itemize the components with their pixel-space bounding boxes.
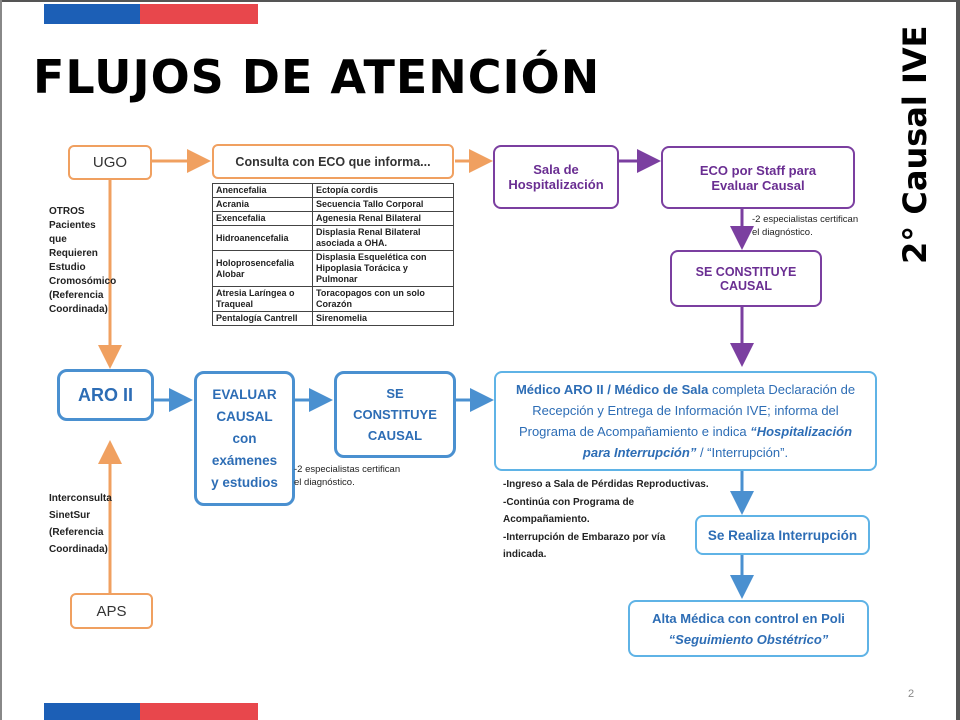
note-line: SinetSur <box>49 510 91 521</box>
step-line: indicada. <box>503 549 547 560</box>
note-line: (Referencia <box>49 290 104 301</box>
consulta-box[interactable] <box>212 144 454 179</box>
evaluar-line: con <box>232 430 257 446</box>
diagnosis-row <box>213 212 454 226</box>
note-especialistas-mid-line: -2 especialistas certifican <box>294 464 401 475</box>
diagnosis-cell-right: Displasia Renal Bilateral asociada a OHA. <box>313 226 454 251</box>
page-title: FLUJOS DE ATENCIÓN <box>33 50 601 104</box>
diagnosis-row <box>213 287 454 312</box>
diagnosis-cell-right: Displasia Esquelética con Hipoplasia Torácica y Pulmonar <box>313 251 454 287</box>
diagnosis-cell-left: Hidroanencefalia <box>213 226 313 251</box>
note-line: Cromosómico <box>49 276 117 287</box>
alta-line-1: Alta Médica con control en Poli <box>652 610 845 626</box>
note-line: Pacientes <box>49 220 96 231</box>
diagnosis-row <box>213 251 454 287</box>
eco-staff-box[interactable] <box>661 146 855 209</box>
medico-hosp: “Hospitalización para Interrupción” <box>582 424 853 460</box>
note-especialistas-mid <box>294 463 400 489</box>
note-steps <box>503 476 709 564</box>
alta-medica-box[interactable] <box>628 600 869 657</box>
diagnosis-cell-right: Secuencia Tallo Corporal <box>313 198 454 212</box>
aro-ii-label: ARO II <box>77 384 133 405</box>
aps-box[interactable] <box>70 593 153 629</box>
note-especialistas-top-line: -2 especialistas certifican <box>752 214 859 225</box>
note-especialistas-top-line: el diagnóstico. <box>752 227 813 238</box>
consulta-label: Consulta con ECO que informa... <box>235 154 431 169</box>
note-especialistas-top <box>752 213 858 239</box>
note-line: (Referencia <box>49 527 104 538</box>
note-line: Requieren <box>49 248 98 259</box>
note-otros-pacientes <box>49 205 116 317</box>
evaluar-line: CAUSAL <box>216 408 273 424</box>
sala-label: Sala de Hospitalización <box>508 162 604 192</box>
medico-box[interactable] <box>494 371 877 471</box>
eco-staff-label: ECO por Staff para Evaluar Causal <box>699 162 817 193</box>
evaluar-causal-box[interactable] <box>194 371 295 506</box>
side-title: 2° Causal IVE <box>896 25 934 264</box>
interrupcion-label: Se Realiza Interrupción <box>707 527 858 543</box>
medico-interr: / “Interrupción”. <box>696 445 789 460</box>
se-constituye-line: CONSTITUYE <box>353 407 437 422</box>
note-line: Estudio <box>49 262 86 273</box>
interrupcion-box[interactable] <box>695 515 870 555</box>
se-constituye-causal-box-1[interactable] <box>670 250 822 307</box>
note-line: Coordinada) <box>49 544 108 555</box>
ugo-label: UGO <box>92 154 128 171</box>
diagnosis-cell-left: Anencefalia <box>213 184 313 198</box>
se-constituye-line: CAUSAL <box>367 428 423 443</box>
diagnosis-row <box>213 198 454 212</box>
note-interconsulta <box>49 490 112 558</box>
step-line: -Ingreso a Sala de Pérdidas Reproductivas. <box>503 479 709 490</box>
diagnosis-cell-right: Sirenomelia <box>313 312 454 326</box>
diagnosis-row <box>213 312 454 326</box>
diagnosis-cell-left: Pentalogía Cantrell <box>213 312 313 326</box>
medico-role: Médico ARO II / Médico de Sala <box>515 382 712 397</box>
diagnosis-row <box>213 184 454 198</box>
aro-ii-box[interactable] <box>57 369 154 421</box>
diagnosis-cell-right: Toracopagos con un solo Corazón <box>313 287 454 312</box>
diagnosis-cell-left: Holoprosencefalia Alobar <box>213 251 313 287</box>
se-constituye-label-1: SE CONSTITUYE CAUSAL <box>695 264 797 293</box>
diagnosis-cell-left: Acrania <box>213 198 313 212</box>
step-line: -Interrupción de Embarazo por vía <box>503 531 666 543</box>
sala-box[interactable] <box>493 145 619 209</box>
diagnosis-cell-left: Atresia Laríngea o Traqueal <box>213 287 313 312</box>
diagnosis-row <box>213 226 454 251</box>
diagnosis-cell-right: Agenesia Renal Bilateral <box>313 212 454 226</box>
evaluar-line: y estudios <box>211 474 278 490</box>
evaluar-line: exámenes <box>211 452 278 468</box>
diagnosis-cell-left: Exencefalia <box>213 212 313 226</box>
page-number: 2 <box>908 688 915 700</box>
note-line: OTROS <box>49 206 85 217</box>
note-line: Interconsulta <box>49 493 112 504</box>
aps-label: APS <box>96 602 127 620</box>
diagnoses-table <box>212 183 454 326</box>
medico-desc: completa Declaración de Recepción y Entrega de Información IVE; informa del Programa de Acompañamiento e indica <box>518 382 856 439</box>
diagnosis-cell-right: Ectopía cordis <box>313 184 454 198</box>
se-constituye-causal-box-2[interactable] <box>334 371 456 458</box>
step-line: Acompañamiento. <box>503 514 590 525</box>
alta-line-2: “Seguimiento Obstétrico” <box>668 631 829 647</box>
medico-text <box>510 379 861 463</box>
se-constituye-line: SE <box>386 386 404 401</box>
step-line: -Continúa con Programa de <box>503 496 635 508</box>
note-especialistas-mid-line: el diagnóstico. <box>294 477 355 488</box>
note-line: que <box>49 234 67 245</box>
ugo-box[interactable] <box>68 145 152 180</box>
note-line: Coordinada) <box>49 304 108 315</box>
evaluar-line: EVALUAR <box>212 386 277 402</box>
